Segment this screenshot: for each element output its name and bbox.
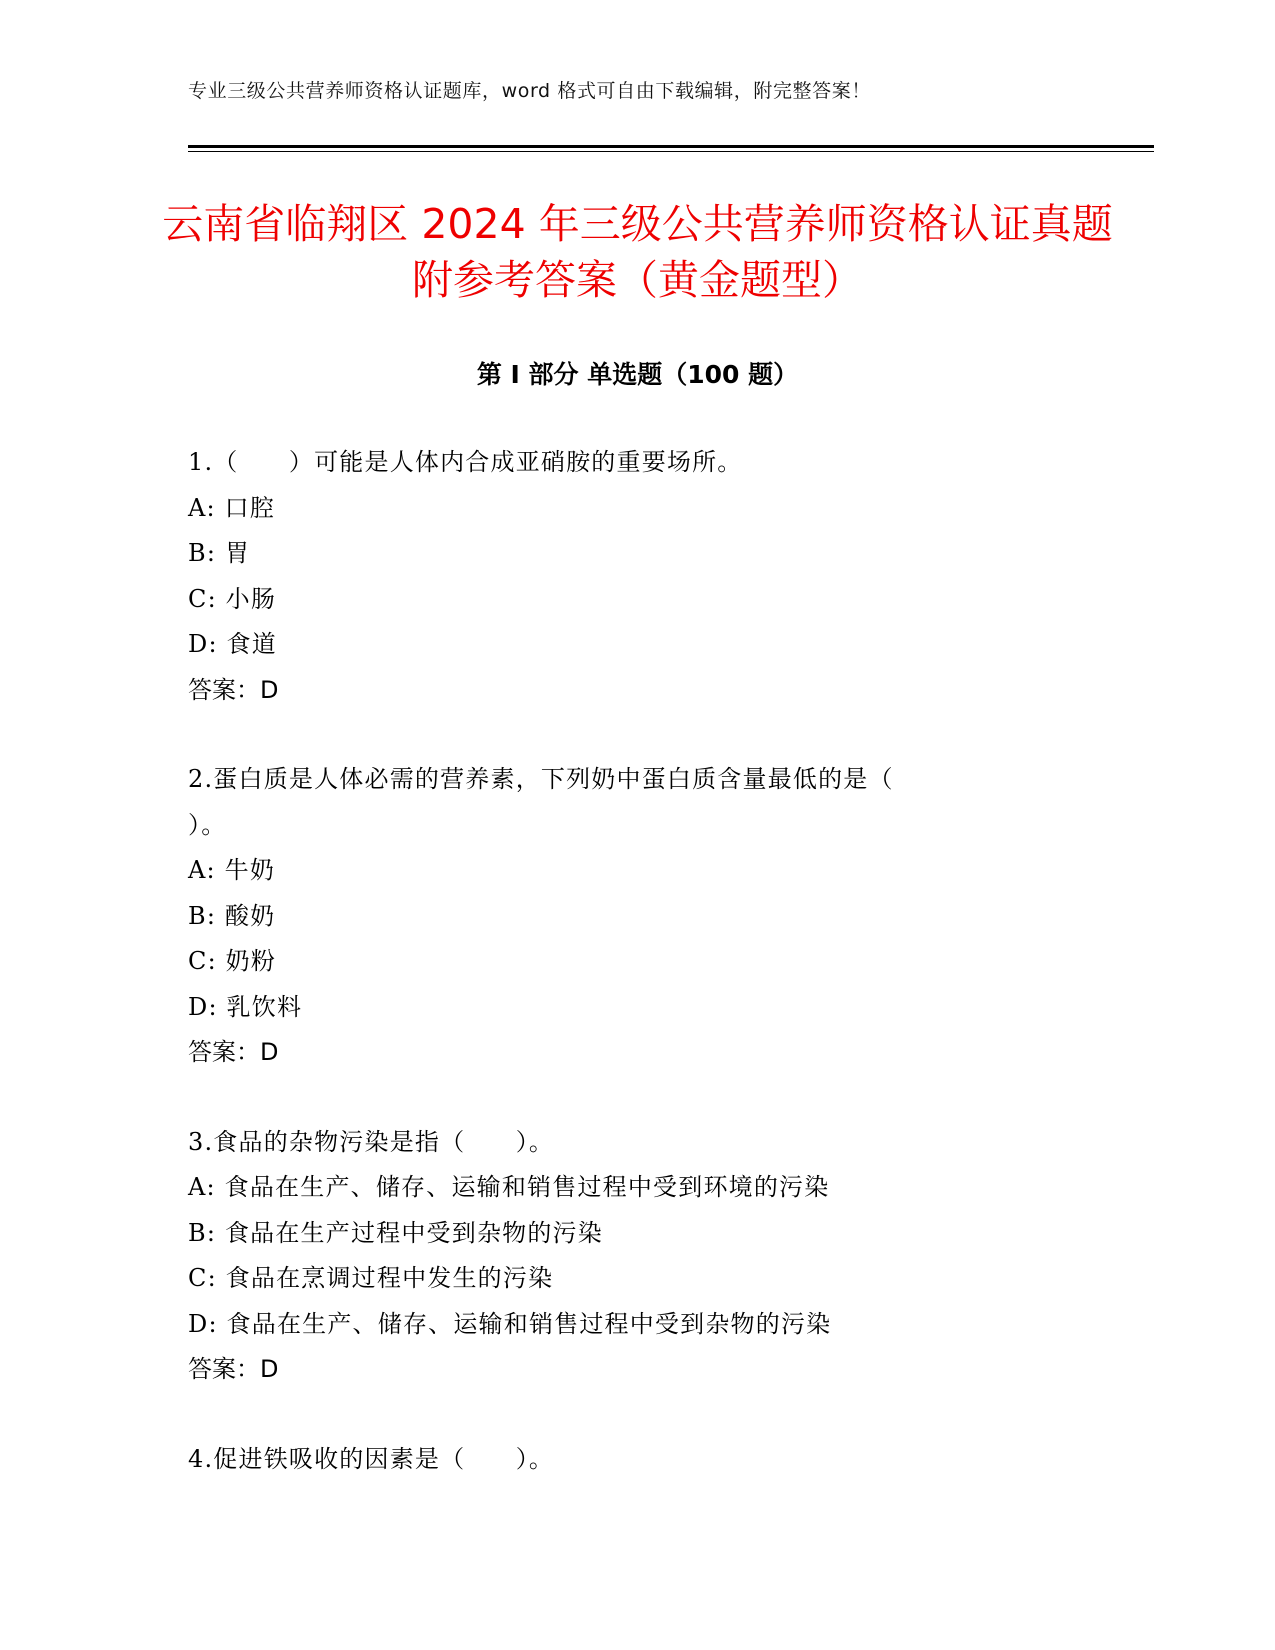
answer-line: 答案：D xyxy=(188,1038,279,1066)
document-title: 云南省临翔区 2024 年三级公共营养师资格认证真题附参考答案（黄金题型） xyxy=(162,200,1113,304)
option-a: A: 口腔 xyxy=(188,493,276,522)
option-b: B: 酸奶 xyxy=(188,901,276,930)
answer-line: 答案：D xyxy=(188,675,279,704)
question-stem: 1.（ ）可能是人体内合成亚硝胺的重要场所。 xyxy=(188,448,743,476)
question-stem: 2.蛋白质是人体必需的营养素，下列奶中蛋白质含量最低的是（ xyxy=(188,765,894,793)
header-rule-thin xyxy=(188,151,1154,152)
option-b: B: 胃 xyxy=(188,539,251,567)
option-d: D: 乳饮料 xyxy=(188,992,303,1021)
header-rule-thick xyxy=(188,145,1154,148)
option-a: A: 食品在生产、储存、运输和销售过程中受到环境的污染 xyxy=(188,1173,830,1201)
option-d: D: 食品在生产、储存、运输和销售过程中受到杂物的污染 xyxy=(188,1309,832,1338)
option-d: D: 食道 xyxy=(188,630,277,658)
question-stem: 4.促进铁吸收的因素是（ ）。 xyxy=(188,1444,555,1473)
option-b: B: 食品在生产过程中受到杂物的污染 xyxy=(188,1218,603,1247)
section-heading: 第 I 部分 单选题（100 题） xyxy=(476,360,799,389)
question-stem: 3.食品的杂物污染是指（ ）。 xyxy=(188,1127,555,1156)
option-c: C: 奶粉 xyxy=(188,947,277,975)
option-c: C: 小肠 xyxy=(188,584,277,613)
question-stem-continuation: ）。 xyxy=(188,810,227,839)
answer-line: 答案：D xyxy=(188,1355,279,1383)
question-2 xyxy=(188,757,1068,1076)
header-note: 专业三级公共营养师资格认证题库，word 格式可自由下载编辑，附完整答案！ xyxy=(188,80,871,102)
question-list xyxy=(188,440,1068,1526)
question-4 xyxy=(188,1437,1068,1483)
option-a: A: 牛奶 xyxy=(188,856,276,884)
question-1 xyxy=(188,440,1068,713)
question-3 xyxy=(188,1120,1068,1393)
option-c: C: 食品在烹调过程中发生的污染 xyxy=(188,1264,554,1292)
